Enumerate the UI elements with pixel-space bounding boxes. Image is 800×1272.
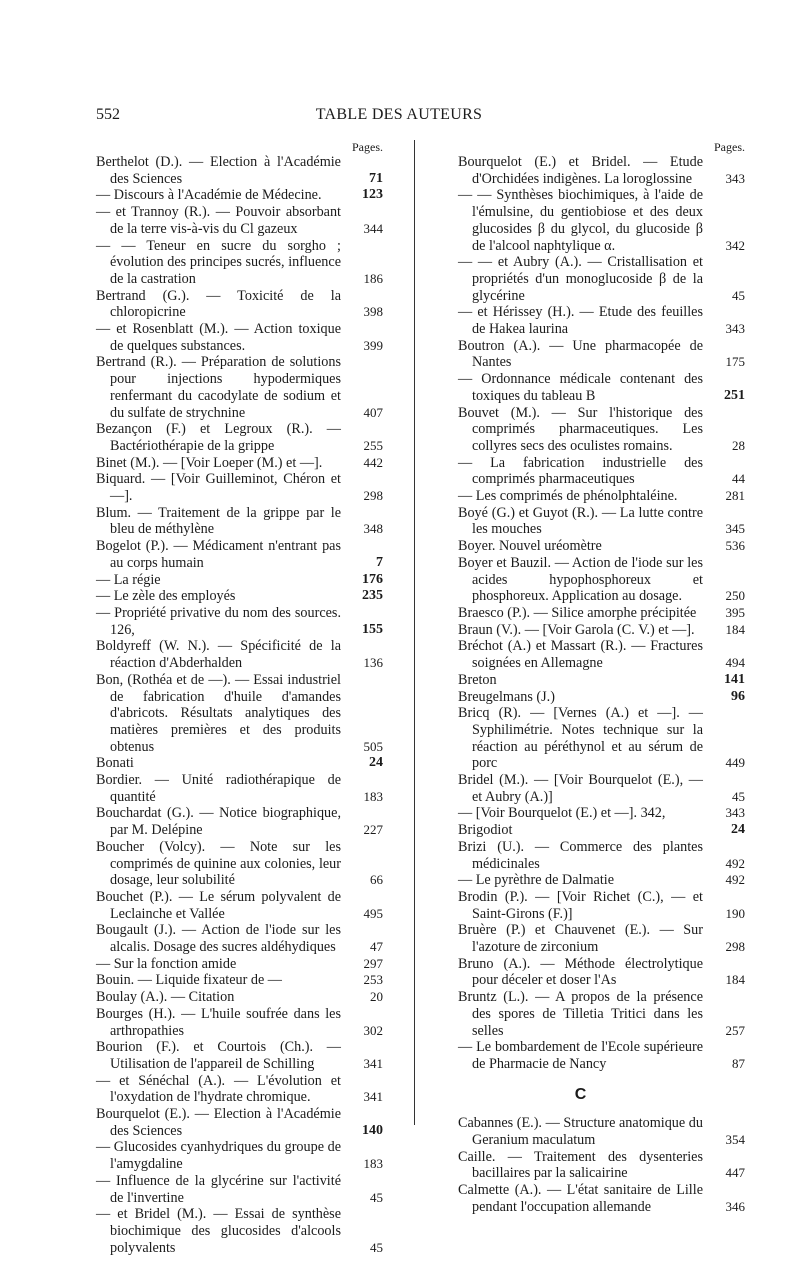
- right-entries-c: [458, 1115, 745, 1215]
- entry-text: Bon, (Rothéa et de —). — Essai industriel de fabrication d'huile d'amandes d'abricots. Résultats analytiques des matières premières et des produits obtenus: [96, 671, 341, 755]
- index-entry: [96, 287, 383, 321]
- pages-label: Pages.: [714, 140, 745, 154]
- column-divider: [414, 140, 415, 1125]
- index-entry: [458, 922, 745, 956]
- index-entry: [96, 588, 383, 605]
- entry-text: — et Trannoy (R.). — Pouvoir absorbant de la terre vis-à-vis du Cl gazeux: [96, 204, 341, 237]
- index-entry: [458, 488, 745, 505]
- entry-page-ref: 45: [732, 788, 745, 804]
- index-entry: [458, 822, 745, 839]
- entry-text: Boldyreff (W. N.). — Spécificité de la réaction d'Abderhalden: [96, 638, 341, 672]
- index-entry: [458, 772, 745, 805]
- index-entry: [458, 888, 745, 922]
- entry-text: — — Teneur en sucre du sorgho ; évolution des principes sucrés, influence de la castration: [96, 237, 341, 287]
- index-entry: [96, 471, 383, 505]
- entry-page-ref: 227: [363, 822, 383, 838]
- index-entry: [458, 1182, 745, 1215]
- entry-text: Bruntz (L.). — A propos de la présence des spores de Tilletia Tritici dans les selles: [458, 989, 703, 1039]
- entry-page-ref: 345: [725, 521, 745, 537]
- index-entry: [458, 805, 745, 822]
- entry-page-ref: 255: [363, 437, 383, 453]
- entry-text: Cabannes (E.). — Structure anatomique du Geranium maculatum: [458, 1115, 703, 1149]
- entry-page-ref: 354: [725, 1132, 745, 1148]
- index-entry: [96, 454, 383, 472]
- index-entry: [96, 838, 383, 889]
- index-entry: [96, 321, 383, 354]
- entry-page-ref: 96: [731, 688, 745, 704]
- index-entry: [458, 621, 745, 639]
- entry-page-ref: 341: [363, 1089, 383, 1105]
- entry-text: — Discours à l'Académie de Médecine.: [96, 187, 322, 204]
- entry-text: Bruère (P.) et Chauvenet (E.). — Sur l'azoture de zirconium: [458, 922, 703, 956]
- index-entry: [96, 1139, 383, 1173]
- entry-page-ref: 344: [363, 220, 383, 236]
- entry-page-ref: 155: [362, 621, 383, 637]
- entry-page-ref: 184: [725, 621, 745, 637]
- entry-text: Bourquelot (E.). — Election à l'Académie des Sciences: [96, 1106, 341, 1139]
- index-entry: [96, 1005, 383, 1039]
- entry-page-ref: 183: [363, 788, 383, 804]
- index-entry: [458, 688, 745, 706]
- index-entry: [458, 254, 745, 304]
- entry-page-ref: 136: [363, 655, 383, 671]
- index-entry: [96, 772, 383, 805]
- entry-text: — et Sénéchal (A.). — L'évolution et l'oxydation de l'hydrate chromique.: [96, 1072, 341, 1106]
- entry-page-ref: 186: [363, 270, 383, 286]
- index-entry: [96, 805, 383, 839]
- right-entries: [458, 154, 745, 1073]
- index-entry: [96, 1039, 383, 1072]
- entry-text: — Le zèle des employés: [96, 588, 236, 605]
- entry-text: Bouvet (M.). — Sur l'historique des comprimés pharmaceutiques. Les collyres secs des oculistes romains.: [458, 404, 703, 454]
- entry-text: Bougault (J.). — Action de l'iode sur les alcalis. Dosage des sucres aldéhydiques: [96, 922, 341, 956]
- entry-page-ref: 348: [363, 521, 383, 537]
- entry-page-ref: 395: [725, 604, 745, 620]
- index-entry: [458, 554, 745, 605]
- entry-page-ref: 342: [725, 237, 745, 253]
- index-entry: [458, 1115, 745, 1149]
- entry-text: Braun (V.). — [Voir Garola (C. V.) et —].: [458, 621, 695, 638]
- index-entry: [96, 1172, 383, 1206]
- index-entry: [96, 604, 383, 638]
- page-number: 552: [96, 106, 120, 123]
- entry-page-ref: 123: [362, 187, 383, 203]
- entry-page-ref: 442: [363, 454, 383, 470]
- entry-text: — Le pyrèthre de Dalmatie: [458, 872, 614, 889]
- entry-page-ref: 343: [725, 170, 745, 186]
- index-entry: [458, 538, 745, 555]
- entry-text: Breugelmans (J.): [458, 688, 555, 705]
- index-entry: [96, 755, 383, 772]
- entry-page-ref: 176: [362, 571, 383, 587]
- entry-text: Bréchot (A.) et Massart (R.). — Fractures soignées en Allemagne: [458, 638, 703, 672]
- entry-text: Brodin (P.). — [Voir Richet (C.), — et Saint-Girons (F.)]: [458, 888, 703, 922]
- entry-text: Calmette (A.). — L'état sanitaire de Lille pendant l'occupation allemande: [458, 1182, 703, 1215]
- entry-page-ref: 298: [725, 939, 745, 955]
- index-entry: [96, 638, 383, 672]
- entry-text: — Sur la fonction amide: [96, 955, 237, 972]
- entry-page-ref: 398: [363, 304, 383, 320]
- entry-page-ref: 536: [725, 538, 745, 554]
- index-entry: [458, 371, 745, 404]
- entry-text: — [Voir Bourquelot (E.) et —]. 342,: [458, 805, 666, 822]
- index-entry: [458, 454, 745, 488]
- entry-page-ref: 251: [724, 387, 745, 403]
- entry-page-ref: 175: [725, 354, 745, 370]
- entry-text: Berthelot (D.). — Election à l'Académie des Sciences: [96, 154, 341, 187]
- entry-text: Brizi (U.). — Commerce des plantes médicinales: [458, 838, 703, 872]
- left-column: [96, 140, 383, 1256]
- index-entry: [96, 538, 383, 571]
- entry-page-ref: 399: [363, 337, 383, 353]
- index-entry: [458, 187, 745, 254]
- index-entry: [458, 1039, 745, 1072]
- entry-text: Blum. — Traitement de la grippe par le bleu de méthylène: [96, 504, 341, 538]
- index-entry: [96, 187, 383, 204]
- entry-page-ref: 297: [363, 955, 383, 971]
- pages-label: Pages.: [352, 140, 383, 154]
- entry-page-ref: 302: [363, 1022, 383, 1038]
- index-entry: [458, 671, 745, 689]
- entry-text: Bourquelot (E.) et Bridel. — Etude d'Orchidées indigènes. La loroglossine: [458, 154, 703, 187]
- entry-text: — Propriété privative du nom des sources. 126,: [96, 604, 341, 638]
- entry-page-ref: 281: [725, 488, 745, 504]
- entry-page-ref: 492: [725, 855, 745, 871]
- entry-page-ref: 45: [370, 1239, 383, 1255]
- entry-page-ref: 24: [731, 822, 745, 838]
- entry-text: Bertrand (R.). — Préparation de solutions pour injections hypodermiques renfermant du cacodylate de sodium et du sulfate de strychnine: [96, 354, 341, 421]
- page-header: [96, 104, 702, 130]
- entry-page-ref: 140: [362, 1122, 383, 1138]
- index-entry: [96, 204, 383, 237]
- entry-text: Bricq (R). — [Vernes (A.) et —]. — Syphilimétrie. Notes technique sur la réaction au péréthynol et au sérum de porc: [458, 705, 703, 772]
- entry-text: — Influence de la glycérine sur l'activité de l'invertine: [96, 1172, 341, 1206]
- index-entry: [96, 989, 383, 1006]
- index-entry: [96, 421, 383, 454]
- entry-text: Bouin. — Liquide fixateur de —: [96, 972, 282, 989]
- entry-page-ref: 447: [725, 1165, 745, 1181]
- entry-text: Bezançon (F.) et Legroux (R.). — Bactériothérapie de la grippe: [96, 421, 341, 454]
- entry-page-ref: 505: [363, 738, 383, 754]
- entry-page-ref: 495: [363, 905, 383, 921]
- entry-page-ref: 407: [363, 404, 383, 420]
- entry-page-ref: 298: [363, 488, 383, 504]
- index-entry: [96, 1206, 383, 1256]
- section-letter: C: [574, 1085, 587, 1103]
- entry-text: — et Rosenblatt (M.). — Action toxique de quelques substances.: [96, 321, 341, 354]
- entry-text: Binet (M.). — [Voir Loeper (M.) et —].: [96, 454, 323, 471]
- index-entry: [96, 888, 383, 922]
- entry-page-ref: 235: [362, 588, 383, 604]
- entry-text: — Le bombardement de l'Ecole supérieure de Pharmacie de Nancy: [458, 1039, 703, 1072]
- entry-text: Bordier. — Unité radiothérapique de quantité: [96, 772, 341, 805]
- entry-page-ref: 494: [725, 655, 745, 671]
- entry-text: Bonati: [96, 755, 134, 772]
- entry-text: Bogelot (P.). — Médicament n'entrant pas au corps humain: [96, 538, 341, 571]
- index-entry: [458, 504, 745, 538]
- entry-text: Bouchet (P.). — Le sérum polyvalent de Leclainche et Vallée: [96, 888, 341, 922]
- entry-page-ref: 66: [370, 872, 383, 888]
- index-entry: [96, 1106, 383, 1139]
- entry-text: — La régie: [96, 571, 161, 588]
- entry-page-ref: 257: [725, 1022, 745, 1038]
- entry-text: Boyer. Nouvel uréomètre: [458, 538, 602, 555]
- entry-text: Boutron (A.). — Une pharmacopée de Nantes: [458, 337, 703, 371]
- entry-page-ref: 492: [725, 872, 745, 888]
- entry-page-ref: 44: [732, 471, 745, 487]
- index-entry: [96, 955, 383, 973]
- entry-page-ref: 141: [724, 671, 745, 687]
- entry-page-ref: 45: [732, 287, 745, 303]
- index-entry: [96, 571, 383, 589]
- running-title: TABLE DES AUTEURS: [315, 106, 483, 123]
- entry-page-ref: 20: [370, 989, 383, 1005]
- entry-page-ref: 253: [363, 972, 383, 988]
- entry-page-ref: 346: [725, 1198, 745, 1214]
- index-entry: [96, 154, 383, 187]
- entry-text: Bouchardat (G.). — Notice biographique, par M. Delépine: [96, 805, 341, 839]
- entry-text: Bertrand (G.). — Toxicité de la chloropicrine: [96, 287, 341, 321]
- entry-text: Boucher (Volcy). — Note sur les comprimés de quinine aux colonies, leur dosage, leur solubilité: [96, 838, 341, 889]
- entry-page-ref: 28: [732, 437, 745, 453]
- entry-text: — Les comprimés de phénolphtaléine.: [458, 488, 678, 505]
- entry-page-ref: 190: [725, 905, 745, 921]
- entry-page-ref: 47: [370, 939, 383, 955]
- index-entry: [96, 1072, 383, 1106]
- entry-text: — et Bridel (M.). — Essai de synthèse biochimique des glucosides d'alcools polyvalents: [96, 1206, 341, 1256]
- index-entry: [458, 154, 745, 187]
- entry-text: Biquard. — [Voir Guilleminot, Chéron et —].: [96, 471, 341, 505]
- entry-text: Bruno (A.). — Méthode électrolytique pour déceler et doser l'As: [458, 955, 703, 989]
- entry-text: — La fabrication industrielle des comprimés pharmaceutiques: [458, 454, 703, 488]
- index-entry: [458, 872, 745, 889]
- entry-page-ref: 87: [732, 1055, 745, 1071]
- index-entry: [458, 705, 745, 772]
- entry-page-ref: 341: [363, 1055, 383, 1071]
- entry-text: Boulay (A.). — Citation: [96, 989, 235, 1006]
- entry-text: Boyé (G.) et Guyot (R.). — La lutte contre les mouches: [458, 504, 703, 538]
- index-entry: [458, 955, 745, 989]
- index-entry: [458, 838, 745, 872]
- entry-page-ref: 184: [725, 972, 745, 988]
- entry-text: — et Hérissey (H.). — Etude des feuilles de Hakea laurina: [458, 304, 703, 338]
- entry-text: Bridel (M.). — [Voir Bourquelot (E.), — et Aubry (A.)]: [458, 772, 703, 805]
- entry-page-ref: 449: [725, 755, 745, 771]
- index-entry: [96, 972, 383, 989]
- entry-page-ref: 45: [370, 1189, 383, 1205]
- index-entry: [96, 237, 383, 288]
- entry-text: — — Synthèses biochimiques, à l'aide de l'émulsine, du gentiobiose et des deux glucosides β du glycol, du glucoside β de l'alcool naphtylique α.: [458, 187, 703, 254]
- entry-text: — — et Aubry (A.). — Cristallisation et propriétés d'un monoglucoside β de la glycérine: [458, 254, 703, 304]
- entry-text: Brigodiot: [458, 822, 513, 839]
- index-entry: [458, 337, 745, 371]
- left-entries: [96, 154, 383, 1256]
- entry-text: — Glucosides cyanhydriques du groupe de l'amygdaline: [96, 1139, 341, 1173]
- index-entry: [96, 922, 383, 956]
- right-column: [458, 140, 745, 1216]
- entry-text: Caille. — Traitement des dysenteries bacillaires par la salicairine: [458, 1148, 703, 1182]
- entry-text: Braesco (P.). — Silice amorphe précipitée: [458, 604, 697, 621]
- index-entry: [458, 1148, 745, 1182]
- entry-page-ref: 71: [369, 170, 383, 186]
- index-entry: [458, 989, 745, 1039]
- index-entry: [96, 504, 383, 538]
- entry-page-ref: 183: [363, 1156, 383, 1172]
- entry-page-ref: 343: [725, 321, 745, 337]
- entry-page-ref: 250: [725, 588, 745, 604]
- index-entry: [458, 404, 745, 455]
- entry-text: Bourion (F.). et Courtois (Ch.). — Utilisation de l'appareil de Schilling: [96, 1039, 341, 1072]
- entry-text: Bourges (H.). — L'huile soufrée dans les arthropathies: [96, 1005, 341, 1039]
- index-entry: [458, 638, 745, 672]
- index-entry: [458, 304, 745, 338]
- entry-text: Boyer et Bauzil. — Action de l'iode sur les acides hypophosphoreux et phosphoreux. Application au dosage.: [458, 554, 703, 605]
- index-entry: [96, 671, 383, 756]
- index-entry: [96, 354, 383, 421]
- entry-page-ref: 24: [369, 755, 383, 771]
- entry-page-ref: 7: [376, 554, 383, 570]
- entry-text: Breton: [458, 671, 497, 688]
- entry-text: — Ordonnance médicale contenant des toxiques du tableau B: [458, 371, 703, 404]
- index-entry: [458, 604, 745, 622]
- entry-page-ref: 343: [725, 805, 745, 821]
